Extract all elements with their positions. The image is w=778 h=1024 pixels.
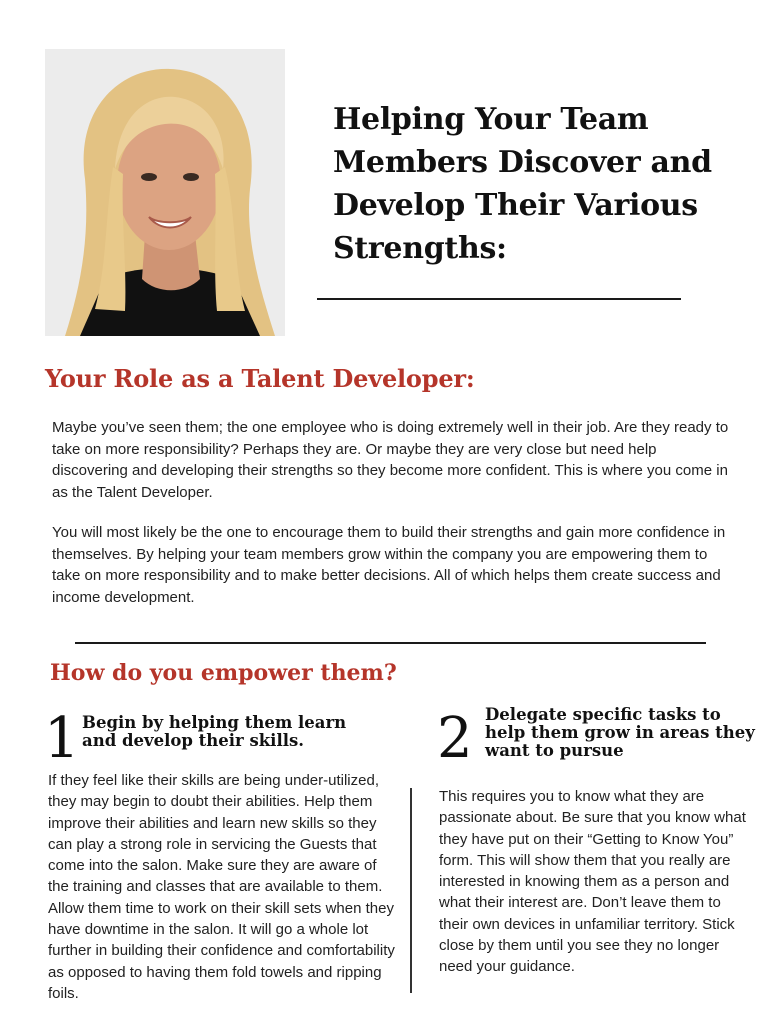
page-title: Helping Your Team Members Discover and Develop Their Various Strengths:	[333, 102, 712, 266]
step-title-1: Begin by helping them learn and develop their skills.	[82, 713, 347, 750]
portrait-illustration	[45, 49, 285, 336]
section-heading-empower: How do you empower them?	[50, 660, 397, 686]
step-number-1: 1	[44, 706, 80, 771]
step-title-2: Delegate specific tasks to help them grow in areas they want to pursue	[485, 705, 755, 760]
role-paragraph-2: You will most likely be the one to encourage them to build their strengths and gain more confidence in themselves. By helping your team members grow within the company you are empowering them to take on more responsibility and to make better decisions. All of which helps them create success and income development.	[52, 524, 726, 606]
step-number-2: 2	[437, 706, 473, 771]
portrait-photo	[45, 49, 285, 336]
section-divider	[75, 642, 706, 644]
column-divider	[410, 788, 412, 993]
role-paragraph-1: Maybe you’ve seen them; the one employee who is doing extremely well in their job. Are they ready to take on more responsibility? Perhaps they are. Or maybe they are very close but need help discovering and developing their strengths so they become more confident. This is where you come in as the Talent Developer.	[52, 419, 729, 501]
title-divider	[317, 298, 681, 300]
step-body-2: This requires you to know what they are passionate about. Be sure that you know what they have put on their “Getting to Know You” form. This will show them that you really are interested in knowing them as a person and what their interest are. Don’t leave them to their own devices in unfamiliar territory. Stick close by them until you see they no longer need your guidance.	[439, 788, 746, 976]
section-heading-role: Your Role as a Talent Developer:	[45, 364, 475, 393]
step-body-1: If they feel like their skills are being under-utilized, they may begin to doubt their abilities. Help them improve their abilities and learn new skills so they can play a strong role in servicing the Guests that come into the salon. Make sure they are aware of the training and classes that are available to them. Allow them time to work on their skill sets when they have downtime in the salon. It will go a whole lot further in building their confidence and comfortability as opposed to having them fold towels and ripping foils.	[48, 772, 395, 1002]
